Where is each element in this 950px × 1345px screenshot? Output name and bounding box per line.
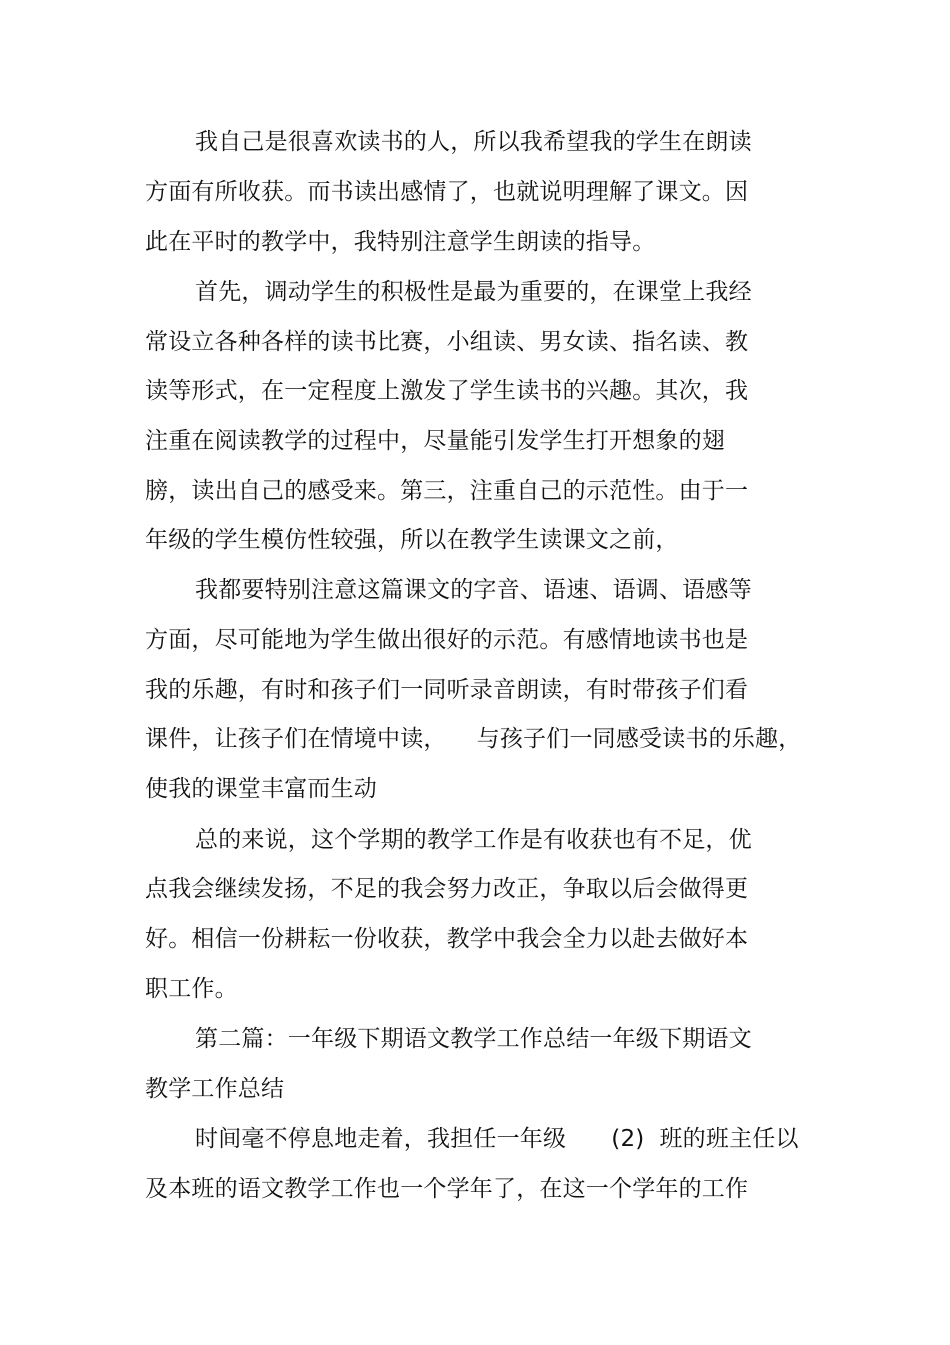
paragraph-line: 首先，调动学生的积极性是最为重要的，在课堂上我经 bbox=[195, 279, 752, 305]
paragraph-line: 及本班的语文教学工作也一个学年了，在这一个学年的工作 bbox=[145, 1176, 749, 1202]
section-heading-line: 第二篇：一年级下期语文教学工作总结一年级下期语文 bbox=[195, 1026, 752, 1052]
paragraph-line: 点我会继续发扬，不足的我会努力改正，争取以后会做得更 bbox=[145, 876, 749, 902]
paragraph-line: 我自己是很喜欢读书的人，所以我希望我的学生在朗读 bbox=[195, 129, 752, 155]
paragraph-line: 好。相信一份耕耘一份收获，教学中我会全力以赴去做好本 bbox=[145, 926, 749, 952]
paragraph-line: 我的乐趣，有时和孩子们一同听录音朗读，有时带孩子们看 bbox=[145, 677, 749, 703]
paragraph-line: 总的来说，这个学期的教学工作是有收获也有不足，优 bbox=[195, 827, 752, 853]
paragraph-line: 常设立各种各样的读书比赛，小组读、男女读、指名读、教 bbox=[145, 329, 749, 355]
paragraph-line: 膀，读出自己的感受来。第三，注重自己的示范性。由于一 bbox=[145, 478, 749, 504]
section-heading-line: 教学工作总结 bbox=[145, 1076, 285, 1102]
paragraph-line: 方面有所收获。而书读出感情了，也就说明理解了课文。因 bbox=[145, 179, 749, 205]
paragraph-line: 时间毫不停息地走着，我担任一年级 (2) 班的班主任以 bbox=[195, 1126, 799, 1152]
paragraph-line: 年级的学生模仿性较强，所以在教学生读课文之前， bbox=[145, 527, 679, 553]
paragraph-line: 方面，尽可能地为学生做出很好的示范。有感情地读书也是 bbox=[145, 627, 749, 653]
paragraph-line: 此在平时的教学中，我特别注意学生朗读的指导。 bbox=[145, 229, 656, 255]
paragraph-line: 读等形式，在一定程度上激发了学生读书的兴趣。其次，我 bbox=[145, 378, 749, 404]
paragraph-line: 职工作。 bbox=[145, 976, 238, 1002]
paragraph-line: 使我的课堂丰富而生动 bbox=[145, 776, 377, 802]
paragraph-line: 我都要特别注意这篇课文的字音、语速、语调、语感等 bbox=[195, 577, 752, 603]
paragraph-line: 课件，让孩子们在情境中读， 与孩子们一同感受读书的乐趣， bbox=[145, 726, 802, 752]
paragraph-line: 注重在阅读教学的过程中，尽量能引发学生打开想象的翅 bbox=[145, 428, 725, 454]
